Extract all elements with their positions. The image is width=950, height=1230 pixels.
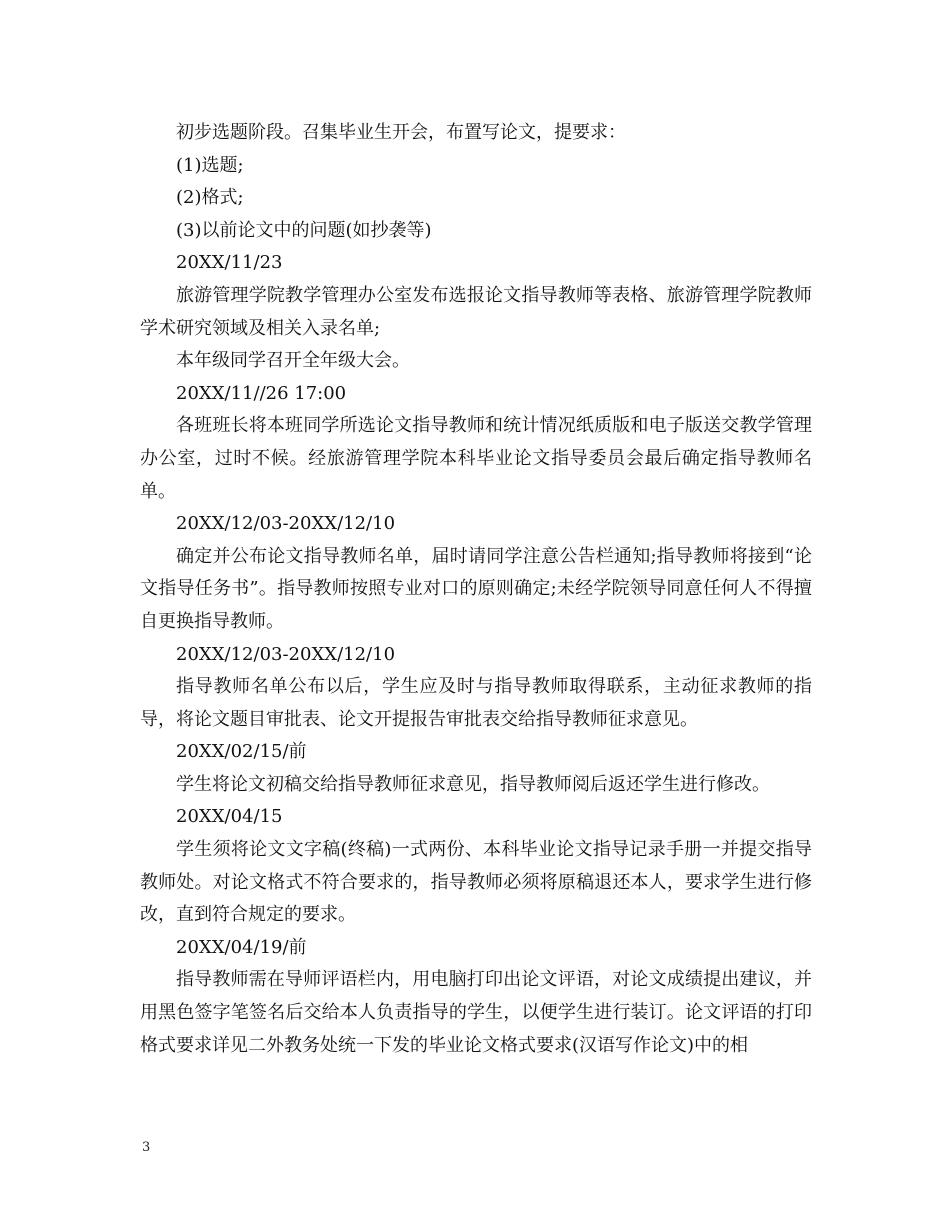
list-item-issues: (3)以前论文中的问题(如抄袭等): [176, 219, 432, 241]
date-line: 20XX/04/19/前: [176, 936, 307, 958]
paragraph-intro: 初步选题阶段。召集毕业生开会，布置写论文，提要求：: [176, 122, 626, 143]
date-line: 20XX/02/15/前: [176, 741, 307, 763]
document-body: [140, 117, 812, 1062]
paragraph: 旅游管理学院教学管理办公室发布选报论文指导教师等表格、旅游管理学院教师学术研究领域及相关入录名单;: [140, 284, 812, 339]
paragraph: 各班班长将本班同学所选论文指导教师和统计情况纸质版和电子版送交教学管理办公室，过时不候。经旅游管理学院本科毕业论文指导委员会最后确定指导教师名单。: [140, 415, 812, 502]
list-item-topic: (1)选题;: [176, 154, 244, 176]
paragraph: 学生将论文初稿交给指导教师征求意见，指导教师阅后返还学生进行修改。: [176, 773, 770, 795]
date-line: 20XX/11//26 17:00: [176, 382, 347, 404]
paragraph: 本年级同学召开全年级大会。: [176, 350, 410, 372]
date-line: 20XX/11/23: [176, 252, 283, 274]
date-line: 20XX/04/15: [176, 806, 283, 828]
paragraph: 指导教师名单公布以后，学生应及时与指导教师取得联系，主动征求教师的指导，将论文题目审批表、论文开提报告审批表交给指导教师征求意见。: [140, 676, 812, 730]
paragraph: 指导教师需在导师评语栏内，用电脑打印出论文评语，对论文成绩提出建议，并用黑色签字笔签名后交给本人负责指导的学生，以便学生进行装订。论文评语的打印格式要求详见二外教务处统一下发的毕业论文格式要求(汉语写作论文)中的相: [140, 969, 812, 1056]
list-item-format: (2)格式;: [176, 187, 244, 209]
date-line: 20XX/12/03-20XX/12/10: [176, 643, 396, 665]
paragraph: 确定并公布论文指导教师名单，届时请同学注意公告栏通知;指导教师将接到“论文指导任务书”。指导教师按照专业对口的原则确定;未经学院领导同意任何人不得擅自更换指导教师。: [140, 545, 812, 632]
date-line: 20XX/12/03-20XX/12/10: [176, 513, 396, 535]
paragraph: 学生须将论文文字稿(终稿)一式两份、本科毕业论文指导记录手册一并提交指导教师处。对论文格式不符合要求的，指导教师必须将原稿退还本人，要求学生进行修改，直到符合规定的要求。: [140, 839, 812, 926]
page-number: 3: [142, 1140, 151, 1155]
